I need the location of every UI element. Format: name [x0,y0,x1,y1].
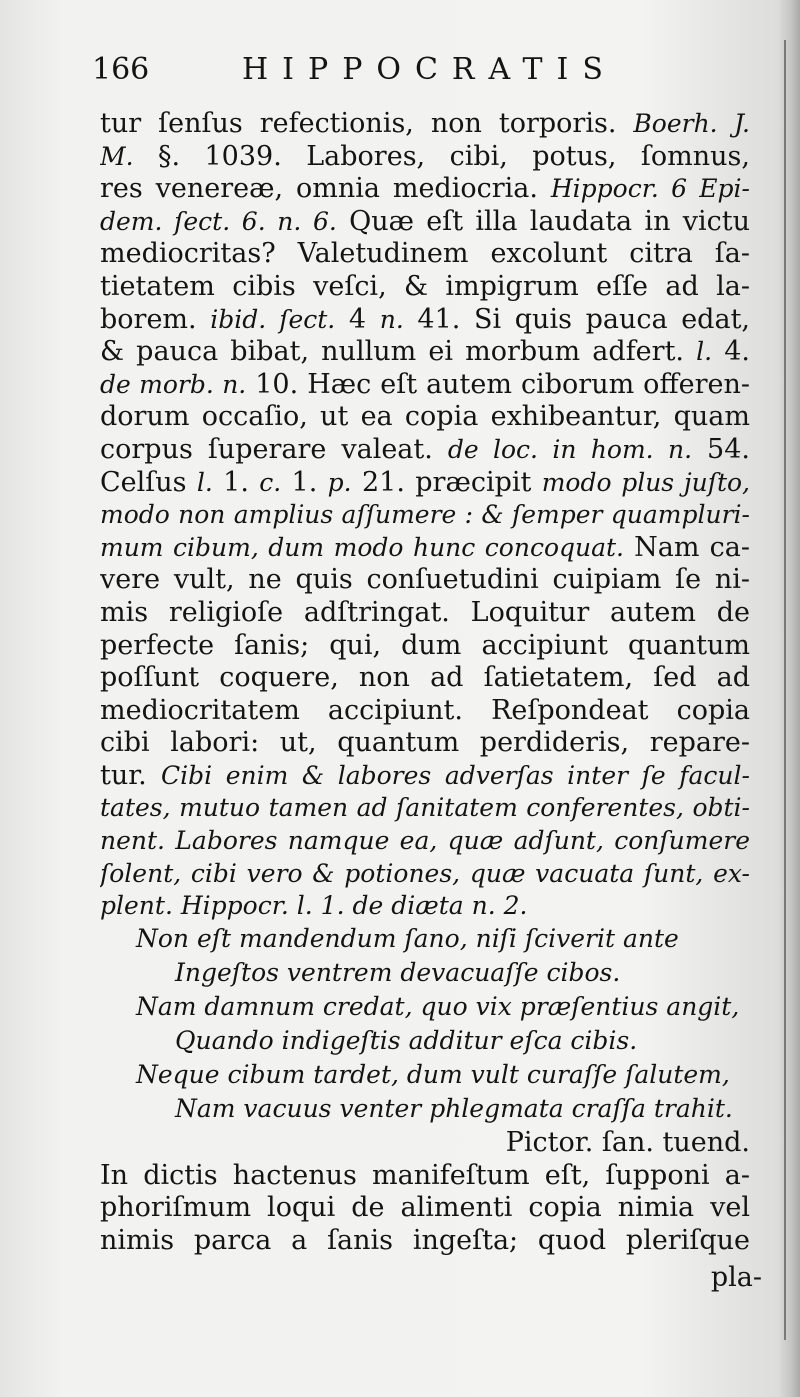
text-run: & pauca bibat, nullum ei morbum adfert. [100,336,697,368]
text-line [100,532,750,565]
text-run: tietatem cibis veſci, & impigrum eſſe ad la- [100,270,750,302]
italic-run: de loc. in hom. n. [447,434,693,464]
text-line [100,564,750,597]
text-run: mediocritatem accipiunt. Reſpondeat copia [100,694,750,726]
text-run: 21. præcipit [351,466,542,498]
italic-run: Hippocr. 6 Epi- [550,174,750,204]
italic-run: c. [259,467,282,497]
verse-block [100,923,750,1127]
verse-line: Neque cibum tardet, dum vult curaſſe ſalutem, [136,1059,730,1089]
italic-run: Boerh. J. [633,109,750,138]
italic-run: p. [327,467,352,497]
text-run: dorum occaſio, ut ea copia exhibeantur, quam [100,401,750,433]
closing-paragraph [100,1160,750,1258]
verse-line: Ingeſtos ventrem devacuaſſe cibos. [175,957,621,987]
italic-run: M. [100,141,134,171]
text-line [100,173,750,206]
text-line [100,727,750,760]
running-head: HIPPOCRATIS [242,52,617,87]
prose-block [100,108,750,923]
text-line [100,695,750,728]
text-run: tur ſenſus refectionis, non torporis. [100,108,634,139]
text-line [100,401,750,434]
text-line [100,434,750,467]
page-gutter-line [784,40,786,1340]
text-line [100,467,750,500]
text-line [100,206,750,239]
italic-run: modo non amplius aſſumere : & ſemper quampluri- [100,500,750,530]
italic-run: plent. Hippocr. l. 1. de diæta n. 2. [100,891,528,921]
text-line [100,108,750,141]
italic-run: tates, mutuo tamen ad ſanitatem conferentes, obti- [100,793,750,823]
text-run: 4. [712,336,750,368]
italic-run: dem. ſect. 6. n. 6. [100,206,337,236]
text-run: perfecte ſanis; qui, dum accipiunt quantum [100,629,750,661]
text-line [100,792,750,825]
italic-run: n. [379,304,404,334]
text-line [100,369,750,402]
italic-run: ibid. ſect. [210,304,336,334]
text-line [100,238,750,271]
italic-run: de morb. n. [100,369,247,399]
verse-line: Quando indigeſtis additur eſca cibis. [175,1025,638,1055]
page-edge-shadow [778,0,800,1397]
text-run: 1. [212,466,260,498]
text-line [100,597,750,630]
text-line: phoriſmum loqui de alimenti copia nimia vel [100,1192,750,1224]
verse-line: Nam vacuus venter phlegmata craſſa trahit. [175,1093,733,1123]
text-run: corpus ſuperare valeat. [100,433,448,465]
text-run: vere vult, ne quis conſuetudini cuipiam ſe ni- [100,564,750,596]
italic-run: l. [696,337,713,367]
text-line [100,825,750,858]
text-run: mis religioſe adſtringat. Loquitur autem de [100,596,750,628]
text-line: In dictis hactenus manifeſtum eſt, ſupponi a- [100,1159,750,1191]
italic-run: nent. Labores namque ea, quæ adſunt, conſumere [100,826,750,856]
text-run: 4 [335,303,380,335]
italic-run: ſolent, cibi vero & potiones, quæ vacuata ſunt, ex- [100,858,750,888]
text-run: 54. [692,433,750,465]
italic-run: mum cibum, dum modo hunc concoquat. [100,532,625,562]
text-line [100,662,750,695]
text-run: tur. [100,759,161,791]
text-run: poſſunt coquere, non ad ſatietatem, ſed ad [100,662,750,694]
text-line [100,304,750,337]
verse-line: Nam damnum credat, quo vix præſentius angit, [136,991,740,1021]
verse-line: Non eſt mandendum ſano, niſi ſciverit ante [136,923,679,953]
text-run: borem. [100,303,211,335]
text-run: mediocritas? Valetudinem excolunt citra ſa- [100,238,750,270]
text-run: Celſus [100,466,197,498]
text-run: 1. [281,466,328,498]
text-line [100,499,750,532]
text-line [100,858,750,891]
text-run: Nam ca- [624,531,750,563]
verse-attribution: Pictor. ſan. tuend. [505,1126,750,1158]
text-run: 10. Hæc eſt autem ciborum offeren- [246,368,750,400]
text-line [100,141,750,174]
page-header [92,52,712,92]
italic-run: l. [196,467,213,497]
body-text [100,108,750,1258]
catchword: pla- [710,1262,762,1293]
italic-run: Cibi enim & labores adverſas inter ſe facul- [160,760,750,790]
text-line [100,760,750,793]
text-line [100,271,750,304]
text-line [100,630,750,663]
text-run: res venereæ, omnia mediocria. [100,173,551,205]
text-line [100,890,750,923]
page-number: 166 [92,52,150,87]
text-run: §. 1039. Labores, cibi, potus, ſomnus, [133,140,750,172]
italic-run: modo plus juſto, [541,467,750,497]
text-run: 41. Si quis pauca edat, [403,303,750,335]
text-line: nimis parca a ſanis ingeſta; quod pleriſque [100,1225,750,1257]
text-run: cibi labori: ut, quantum perdideris, repare- [100,727,750,759]
text-line [100,336,750,369]
text-run: Quæ eſt illa laudata in victu [336,205,750,237]
